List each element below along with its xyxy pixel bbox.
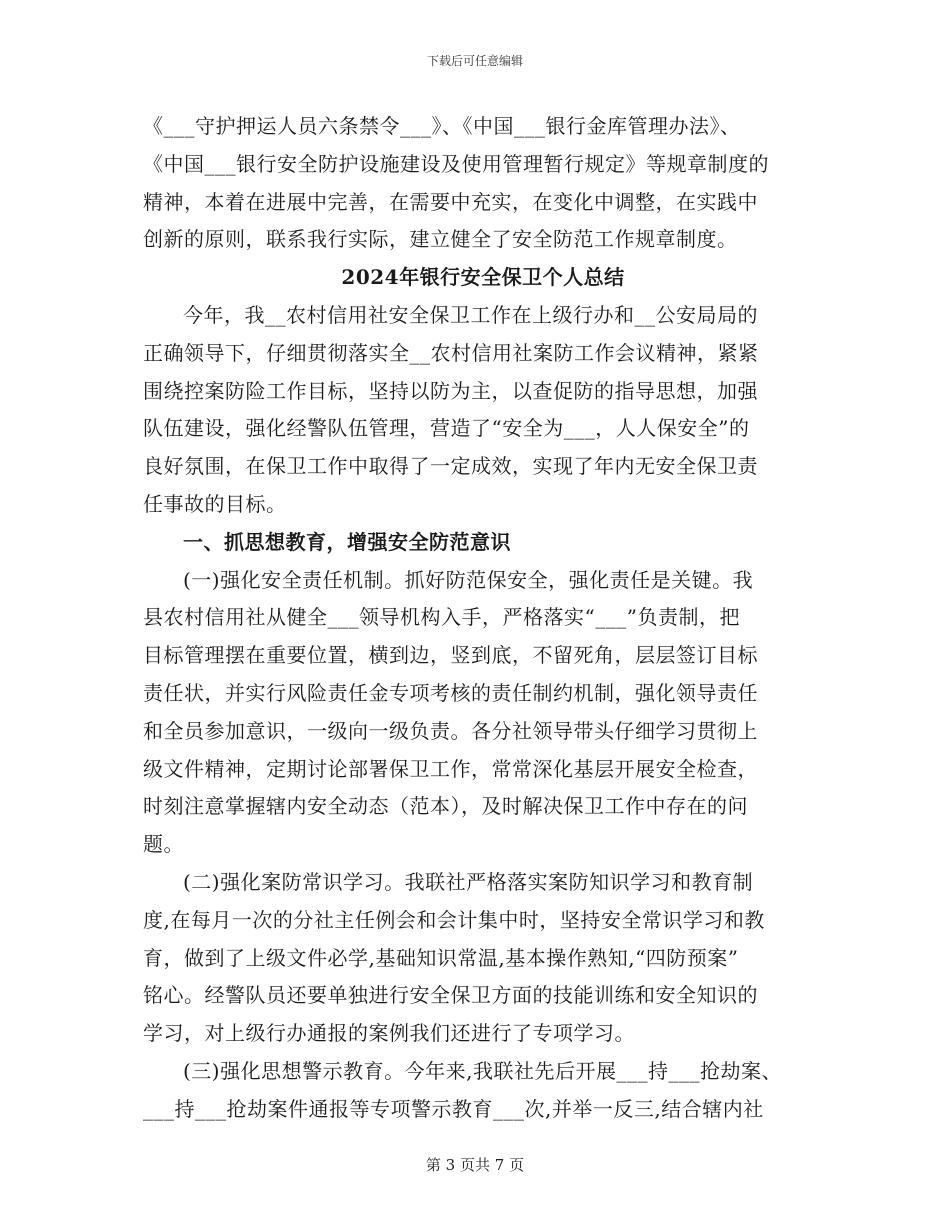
body-line: (一)强化安全责任机制。抓好防范保安全，强化责任是关键。我 [183,567,754,592]
section-heading: 一、抓思想教育，增强安全防范意识 [183,529,511,554]
body-line: 《___守护押运人员六条禁令___》、《中国___银行金库管理办法》、 [143,114,741,138]
body-line: 队伍建设，强化经警队伍管理，营造了“安全为___，人人保安全”的 [143,416,750,441]
body-line: 和全员参加意识，一级向一级负责。各分社领导带头仔细学习贯彻上 [143,718,758,743]
body-line: 围绕控案防险工作目标，坚持以防为主，以查促防的指导思想，加强 [143,378,758,403]
body-line: 级文件精神，定期讨论部署保卫工作，常常深化基层开展安全检查， [143,756,758,781]
body-line: (二)强化案防常识学习。我联社严格落实案防知识学习和教育制 [183,869,754,894]
body-line: 良好氛围，在保卫工作中取得了一定成效，实现了年内无安全保卫责 [143,454,758,479]
body-line: 精神，本着在进展中完善，在需要中充实，在变化中调整，在实践中 [143,189,758,214]
body-line: 创新的原则，联系我行实际，建立健全了安全防范工作规章制度。 [143,227,738,252]
body-line: 育，做到了上级文件必学,基础知识常温,基本操作熟知,“四防预案” [143,945,739,970]
body-line: 时刻注意掌握辖内安全动态（范本），及时解决保卫工作中存在的问 [143,794,748,819]
body-line: 题。 [143,832,184,857]
body-line: 目标管理摆在重要位置，横到边，竖到底，不留死角，层层签订目标 [143,643,758,668]
body-line: 今年，我__农村信用社安全保卫工作在上级行办和__公安局局的 [183,302,758,327]
body-line: 铭心。经警队员还要单独进行安全保卫方面的技能训练和安全知识的 [143,983,758,1008]
body-line: ___持___抢劫案件通报等专项警示教育___次,并举一反三,结合辖内社 [143,1096,764,1121]
page-header-note: 下载后可任意编辑 [426,54,523,68]
body-line: 正确领导下，仔细贯彻落实全__农村信用社案防工作会议精神，紧紧 [143,340,759,365]
body-line: 《中国___银行安全防护设施建设及使用管理暂行规定》等规章制度的 [143,151,769,176]
body-line: 学习，对上级行办通报的案例我们还进行了专项学习。 [143,1021,635,1046]
body-line: 度,在每月一次的分社主任例会和会计集中时，坚持安全常识学习和教 [143,907,765,932]
body-line: 县农村信用社从健全___领导机构入手，严格落实“___”负责制，把 [143,605,740,630]
page-number: 第 3 页共 7 页 [425,1156,525,1174]
document-body [143,108,803,1129]
body-line: (三)强化思想警示教育。今年来,我联社先后开展___持___抢劫案、 [183,1058,782,1083]
body-line: 责任状，并实行风险责任金专项考核的责任制约机制，强化领导责任 [143,680,758,705]
body-line: 任事故的目标。 [143,491,287,516]
document-title: 2024年银行安全保卫个人总结 [341,265,625,290]
